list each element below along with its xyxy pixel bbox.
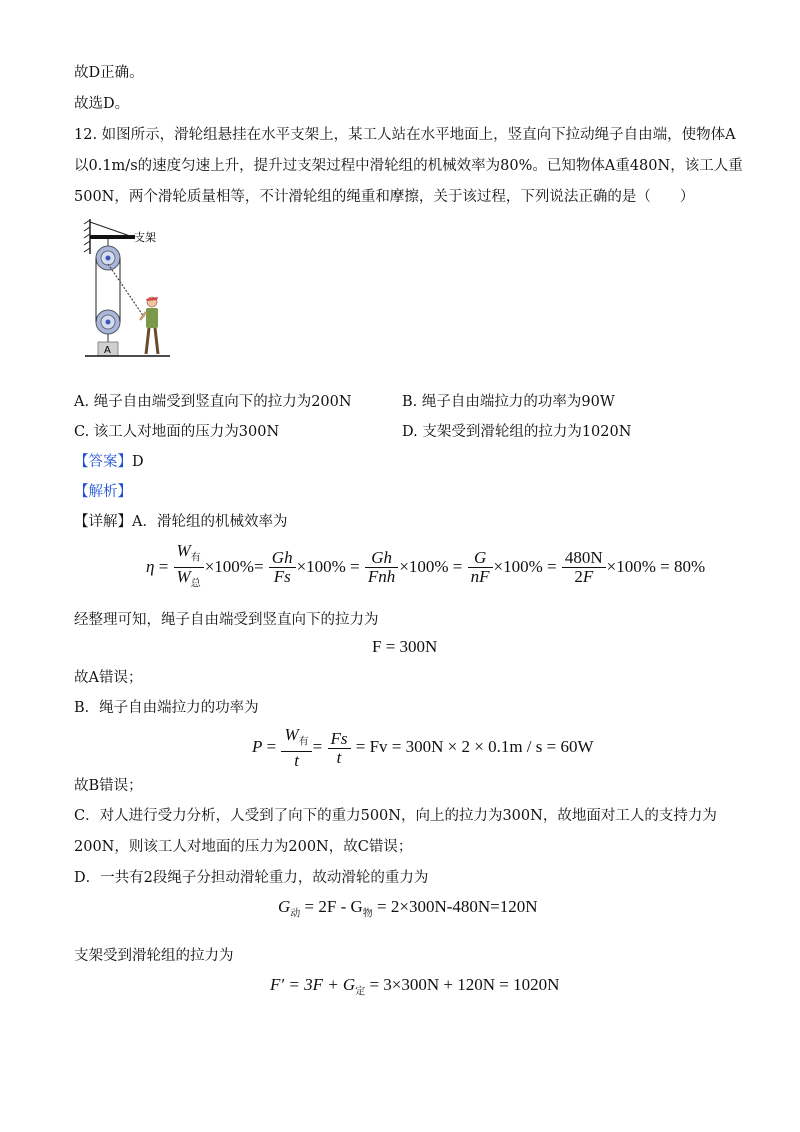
support-force-line: 支架受到滑轮组的拉力为: [74, 948, 234, 964]
after-efficiency-line: 经整理可知，绳子自由端受到竖直向下的拉力为: [74, 612, 379, 628]
conclusion-line: 故D正确。: [74, 65, 144, 81]
option-c: C. 该工人对地面的压力为300N: [74, 424, 280, 440]
g-sub-fixed: 定: [355, 986, 366, 998]
power-equation: P = $\frac{W_有}{t}$ = $\frac{Fs}{t}$ = Fv = 300N × 2 × 0.1m / s = 60W: [252, 725, 594, 771]
d-line: D．一共有2段绳子分担动滑轮重力，故动滑轮的重力为: [74, 870, 429, 886]
question-12-line-2: 以0.1m/s的速度匀速上升，提升过支架过程中滑轮组的机械效率为80%。已知物体A重480N，该工人重: [74, 158, 743, 174]
option-b: B. 绳子自由端拉力的功率为90W: [402, 394, 615, 410]
support-force-lhs: F′ = 3F + G: [270, 975, 356, 994]
option-a: A. 绳子自由端受到竖直向下的拉力为200N: [74, 394, 352, 410]
c-line-1: C．对人进行受力分析，人受到了向下的重力500N，向上的拉力为300N，故地面对工人的支持力为: [74, 808, 717, 824]
a-wrong-line: 故A错误；: [74, 670, 143, 686]
detail-intro: A．滑轮组的机械效率为: [132, 514, 288, 530]
pulley-weight-end: = 2×300N-480N=120N: [377, 897, 538, 916]
support-force-end: = 3×300N + 120N = 1020N: [369, 975, 560, 994]
option-d: D. 支架受到滑轮组的拉力为1020N: [402, 424, 632, 440]
pulley-weight-equation: $G_动 = 2F - G_物 = 2\times 300N-480N=120N$: [278, 897, 538, 920]
detail-line: [74, 512, 287, 532]
b-wrong-line: 故B错误；: [74, 778, 143, 794]
answer-tag: 【答案】: [74, 454, 132, 470]
detail-tag: 【详解】: [74, 514, 132, 530]
pulley-figure: [80, 214, 210, 364]
force-equation: F = 300N: [372, 637, 438, 656]
b-line: B．绳子自由端拉力的功率为: [74, 700, 259, 716]
power-equation-tail: = Fv = 300N × 2 × 0.1m / s = 60W: [355, 737, 594, 757]
analysis-line: [74, 482, 132, 502]
block-a-label: A: [104, 345, 111, 356]
answer-line: [74, 452, 144, 472]
pulley-weight-mid: = 2F - G: [304, 897, 363, 916]
c-line-2: 200N，则该工人对地面的压力为200N，故C错误；: [74, 839, 413, 855]
g-sub-moving: 动: [290, 908, 301, 920]
support-force-equation: [270, 974, 559, 1003]
answer-value: D: [132, 454, 144, 470]
efficiency-equation: η = $\frac{W_有}{W_总}$ ×100%= $\frac{Gh}{Fs}$ ×100% = $\frac{Gh}{\text{Fnh}}$ ×100% = $\frac{G}{nF}$ ×100% = $\frac{480N}{2F}$ ×100% = 80%: [146, 541, 706, 590]
support-label: 支架: [134, 231, 156, 244]
g-sub-object: 物: [362, 908, 373, 920]
question-12-line-3: 500N，两个滑轮质量相等，不计滑轮组的绳重和摩擦，关于该过程，下列说法正确的是（ ）: [74, 189, 695, 205]
question-12-line-1: 12. 如图所示，滑轮组悬挂在水平支架上，某工人站在水平地面上，竖直向下拉动绳子自由端，使物体A: [74, 127, 736, 143]
choice-line: 故选D。: [74, 96, 130, 112]
analysis-tag: 【解析】: [74, 484, 132, 500]
